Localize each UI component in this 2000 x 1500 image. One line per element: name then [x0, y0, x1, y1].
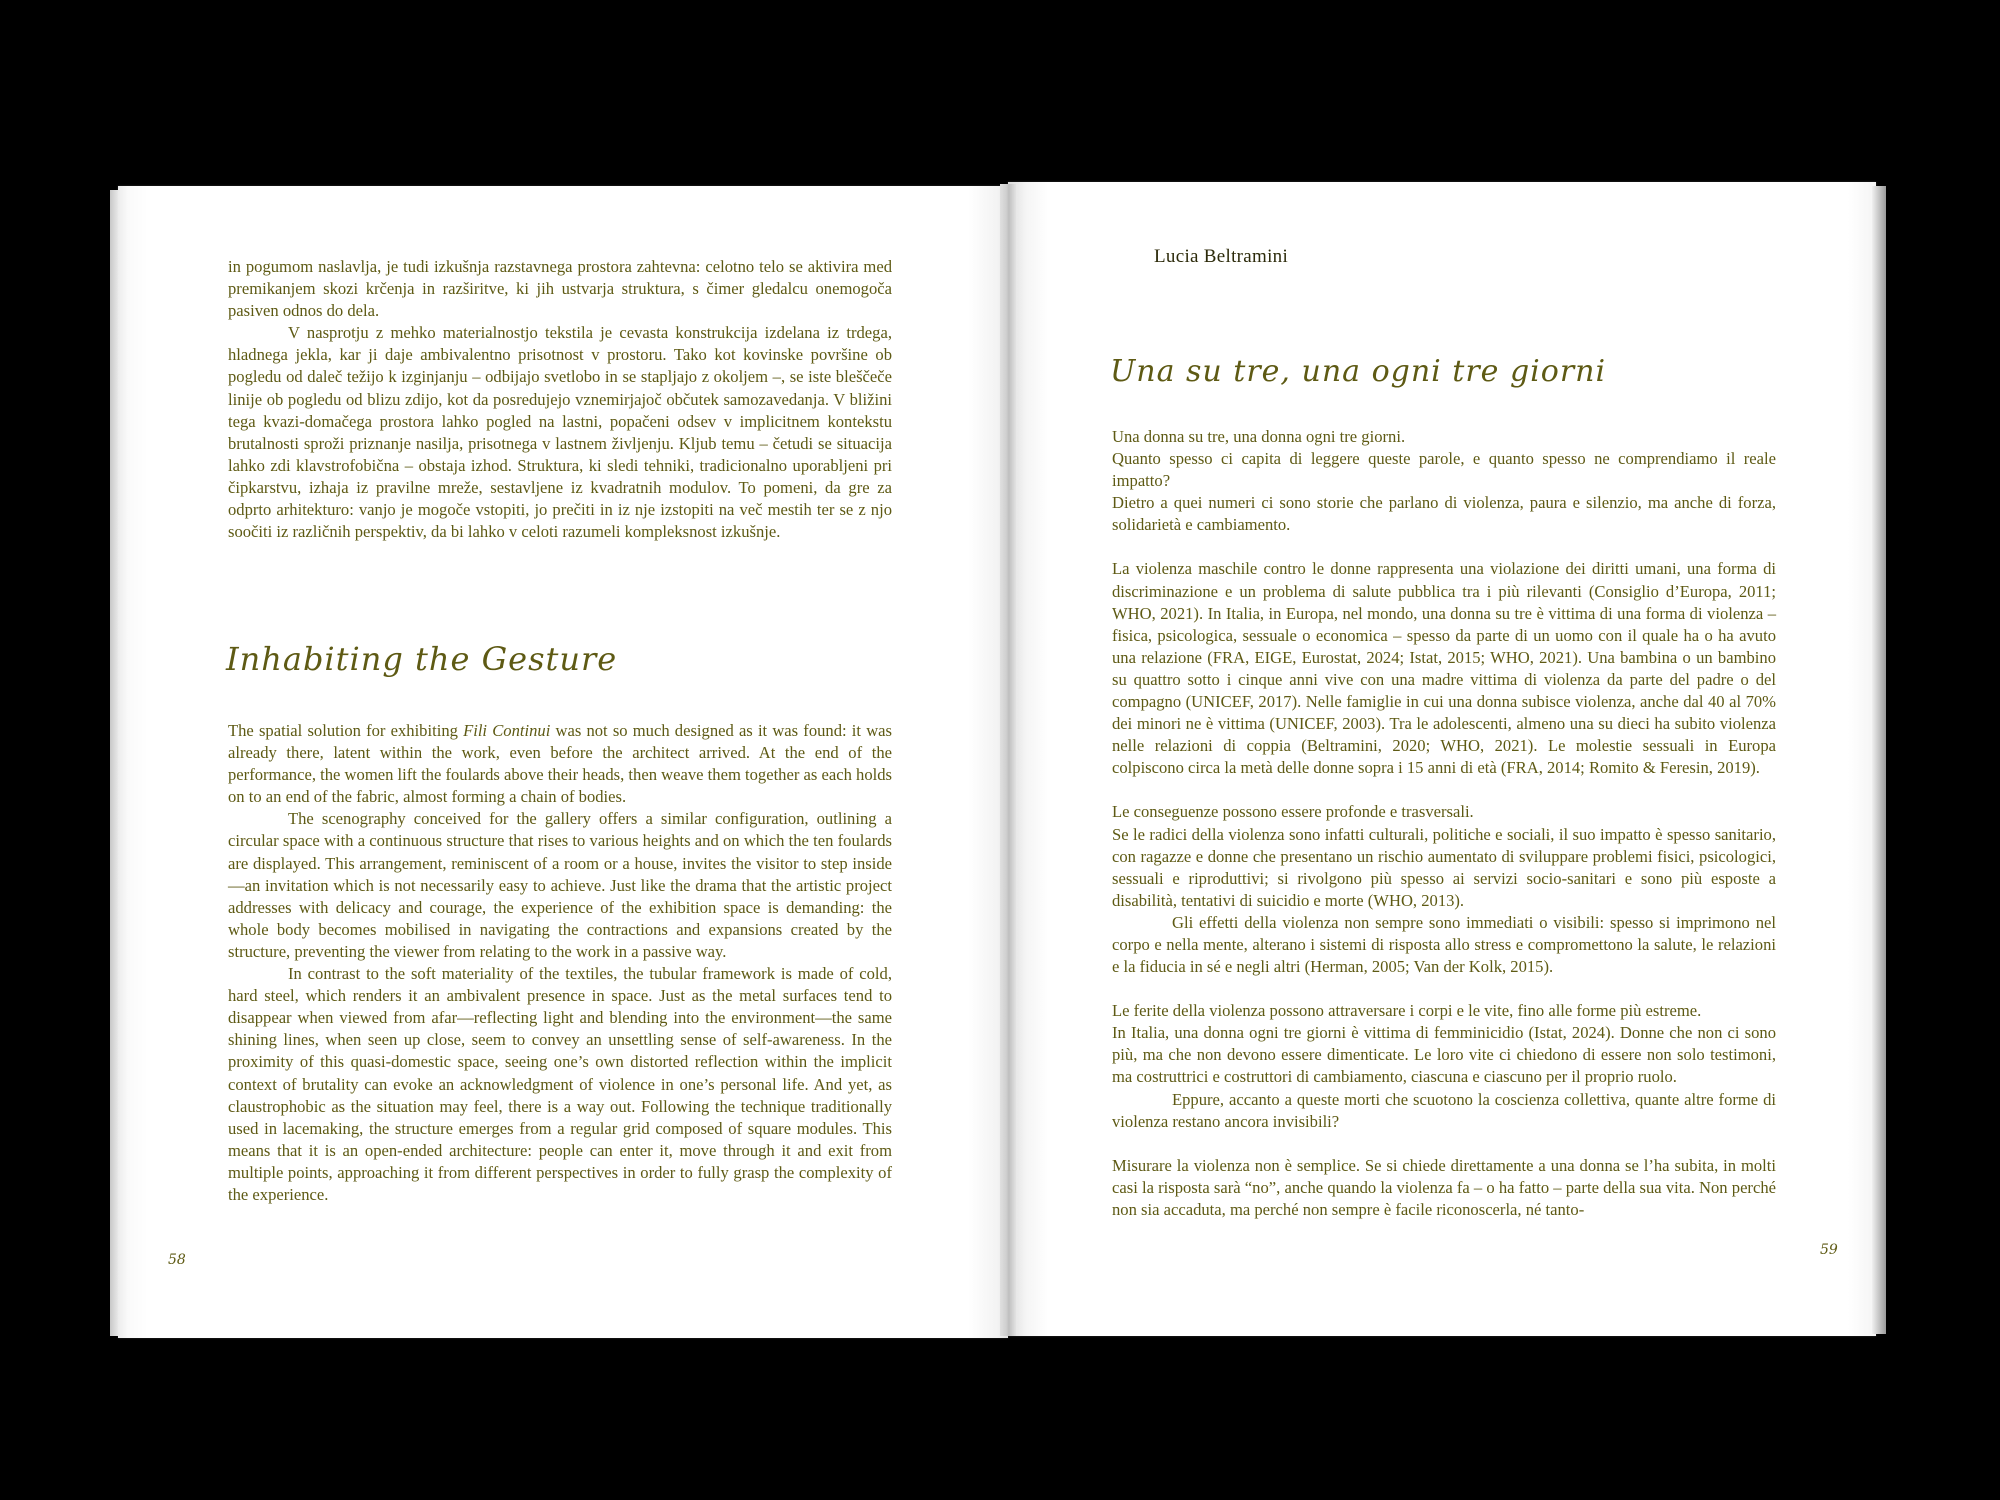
author-name: Lucia Beltramini: [1154, 246, 1289, 267]
text-run: was not so much designed as it was found: it was already there, latent within the work, even before the architect arrived. At the end of the performance, the women lift the foulards above their heads, then weave them together as each holds on to an end of the fabric, almost forming a chain of bodies.: [228, 721, 892, 807]
right-page-edge: [1872, 186, 1886, 1334]
paragraph: Una donna su tre, una donna ogni tre giorni.: [1112, 427, 1406, 446]
paragraph: V nasprotju z mehko materialnostjo tekstila je cevasta konstrukcija izdelana iz trdega, hladnega jekla, kar ji daje ambivalentno prisotnost v prostoru. Tako kot kovinske površine ob pogledu od daleč težijo k izginjanju – odbijajo svetlobo in se stapljajo z okoljem –, se iste bleščeče linije ob pogledu od blizu zdijo, kot da posredujejo vznemirjajoč občutek samozavedanja. V bližini tega kvazi-domačega prostora lahko pogled na lastni, popačeni odsev v implicitnem kontekstu brutalnosti sproži priznanje nasilja, prisotnega v lastnem življenju. Kljub temu – četudi se situacija lahko zdi klavstrofobična – obstaja izhod. Struktura, ki sledi tehniki, tradicionalno uporabljeni pri čipkarstvu, izhaja iz pravilne mreže, sestavljene iz kvadratnih modulov. To pomeni, da gre za odprto arhitekturo: vanjo je mogoče vstopiti, jo prečiti in iz nje izstopiti na več mestih ter se z njo soočiti iz različnih perspektiv, da bi lahko v celoti razumeli kompleksnost izkušnje.: [228, 323, 892, 542]
left-english-text: [228, 720, 892, 1206]
paragraph: Gli effetti della violenza non sempre sono immediati o visibili: spesso si imprimono nel corpo e nella mente, alterano i sistemi di risposta allo stress e compromettono la salute, le relazioni e la fiducia in sé e negli altri (Herman, 2005; Van der Kolk, 2015).: [1112, 912, 1776, 977]
work-title: Fili Continui: [463, 721, 551, 740]
paragraph: Se le radici della violenza sono infatti culturali, politiche e sociali, il suo impatto è spesso sanitario, con ragazze e donne che presentano un rischio aumentato di sviluppare problemi fisici, psicologici, sessuali e riproduttivi; si rivolgono più spesso ai servizi socio-sanitari e sono più esposte a disabilità, tentativi di suicidio e morte (WHO, 2013).: [1112, 824, 1776, 910]
paragraph-gap: [1112, 1133, 1776, 1155]
book-spine: [1000, 184, 1016, 1336]
paragraph-gap: [1112, 779, 1776, 801]
paragraph: La violenza maschile contro le donne rappresenta una violazione dei diritti umani, una forma di discriminazione e un problema di salute pubblica tra i più rilevanti (Consiglio d’Europa, 2011; WHO, 2021). In Italia, in Europa, nel mondo, una donna su tre è vittima di una forma di violenza – fisica, psicologica, sessuale o economica – spesso da parte di un uomo con il quale ha o ha avuto una relazione (FRA, EIGE, Eurostat, 2024; Istat, 2015; WHO, 2021). Una bambina o un bambino su quattro sotto i cinque anni vive con una madre vittima di violenza da parte del padre o del compagno (UNICEF, 2017). Nelle famiglie in cui una donna subisce violenza, anche dal 40 al 70% dei minori ne è vittima (UNICEF, 2003). Tra le adolescenti, almeno una su dieci ha subito violenza nelle relazioni di coppia (Beltramini, 2020; WHO, 2021). Le molestie sessuali in Europa colpiscono circa la metà delle donne sopra i 15 anni di età (FRA, 2014; Romito & Feresin, 2019).: [1112, 559, 1776, 778]
paragraph: Le ferite della violenza possono attraversare i corpi e le vite, fino alle forme più estreme.: [1112, 1001, 1702, 1021]
paragraph: In contrast to the soft materiality of the textiles, the tubular framework is made of cold, hard steel, which renders it an ambivalent presence in space. Just as the metal surfaces tend to disappear when viewed from afar—reflecting light and blending into the environment—the same shining lines, when seen up close, seem to convey an unsettling sense of self-awareness. In the proximity of this quasi-domestic space, seeing one’s own distorted reflection within the implicit context of brutality can evoke an acknowledgment of violence in one’s personal life. And yet, as claustrophobic as the situation may feel, there is a way out. Following the technique traditionally used in lacemaking, the structure emerges from a regular grid composed of square modules. This means that it is an open-ended architecture: people can enter it, move through it and exit from multiple points, approaching it from different perspectives in order to fully grasp the complexity of the experience.: [228, 964, 892, 1204]
page-number-left: 58: [168, 1252, 186, 1268]
paragraph: [228, 720, 892, 808]
paragraph: in pogumom naslavlja, je tudi izkušnja razstavnega prostora zahtevna: celotno telo se aktivira med premikanjem skozi krčenja in razširitve, ki jih ustvarja struktura, s čimer gledalcu onemogoča pasiven odnos do dela.: [228, 257, 892, 321]
left-slovene-text: [228, 256, 892, 543]
paragraph: Dietro a quei numeri ci sono storie che parlano di violenza, paura e silenzio, ma anche di forza, solidarietà e cambiamento.: [1112, 493, 1776, 535]
page-number-right: 59: [1820, 1242, 1838, 1258]
paragraph-gap: [1112, 978, 1776, 1000]
text-run: The spatial solution for exhibiting: [228, 721, 464, 740]
section-heading: Inhabiting the Gesture: [226, 640, 618, 678]
paragraph: Le conseguenze possono essere profonde e trasversali.: [1112, 802, 1474, 822]
paragraph: Eppure, accanto a queste morti che scuotono la coscienza collettiva, quante altre forme di violenza restano ancora invisibili?: [1112, 1089, 1776, 1131]
paragraph: Misurare la violenza non è semplice. Se si chiede direttamente a una donna se l’ha subita, in molti casi la risposta sarà “no”, anche quando la violenza fa – o ha fatto – parte della sua vita. Non perché non sia accaduta, ma perché non sempre è facile riconoscerla, né tanto-: [1112, 1155, 1776, 1219]
paragraph: Quanto spesso ci capita di leggere queste parole, e quanto spesso ne comprendiamo il reale impatto?: [1112, 449, 1776, 491]
section-heading: Una su tre, una ogni tre giorni: [1110, 354, 1607, 389]
paragraph-gap: [1112, 536, 1776, 558]
paragraph: The scenography conceived for the gallery offers a similar configuration, outlining a circular space with a continuous structure that rises to various heights and on which the ten foulards are displayed. This arrangement, reminiscent of a room or a house, invites the visitor to step inside—an invitation which is not necessarily easy to achieve. Just like the drama that the artistic project addresses with delicacy and courage, the experience of the exhibition space is demanding: the whole body becomes mobilised in navigating the contractions and expansions created by the structure, preventing the viewer from relating to the work in a passive way.: [228, 809, 892, 961]
right-italian-text: [1112, 426, 1776, 1221]
paragraph: In Italia, una donna ogni tre giorni è vittima di femminicidio (Istat, 2024). Donne che non ci sono più, ma che non devono essere dimenticate. Le loro vite ci chiedono di essere non solo testimoni, ma costruttrici e costruttori di cambiamento, ciascuna e ciascuno per il proprio ruolo.: [1112, 1023, 1776, 1087]
